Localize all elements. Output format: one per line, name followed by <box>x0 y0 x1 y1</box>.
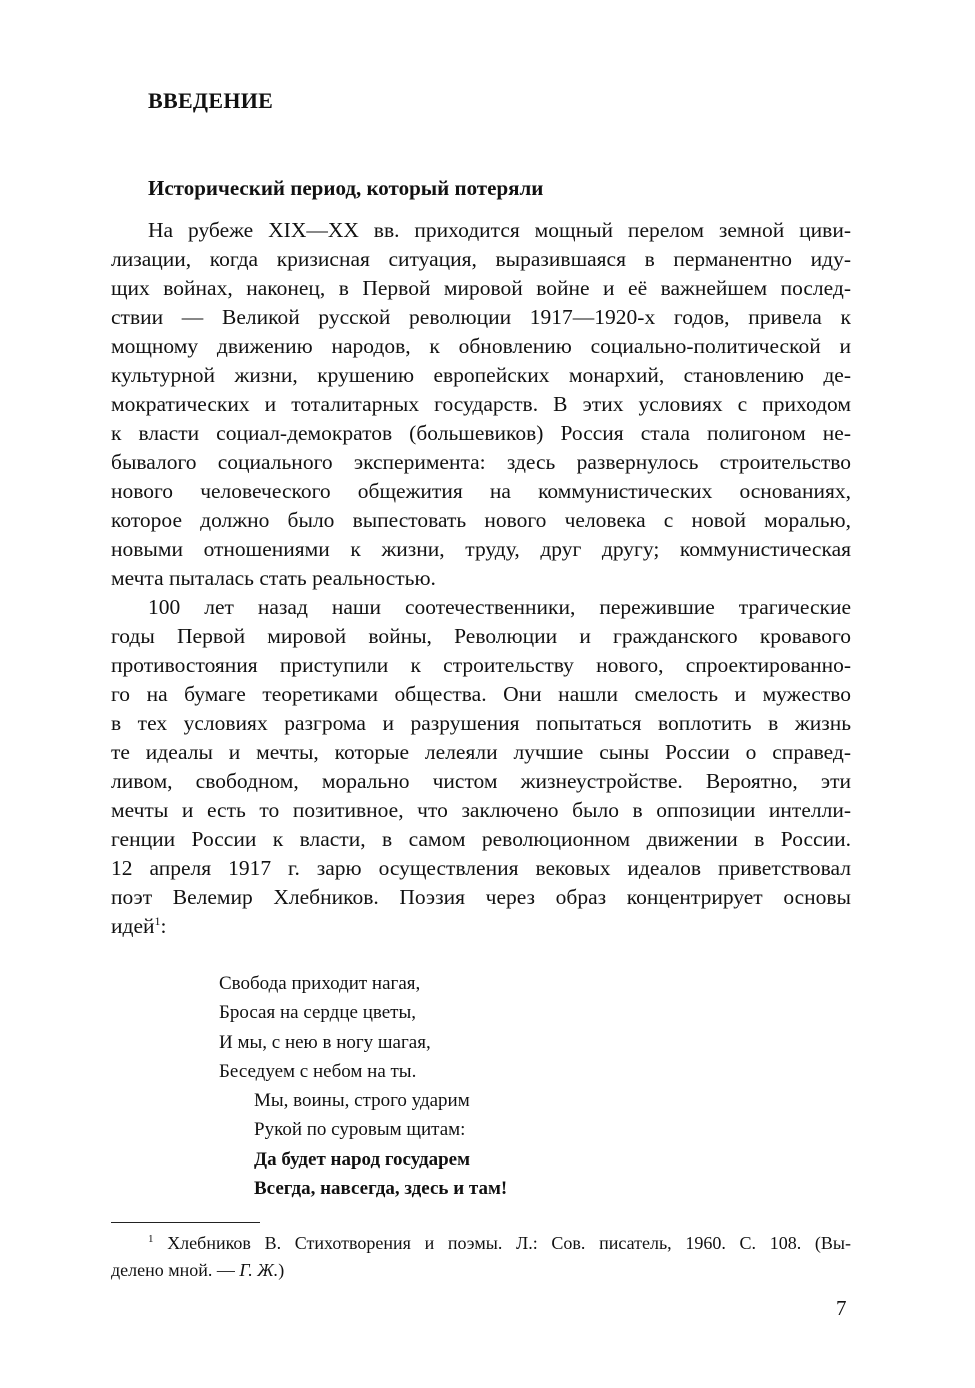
text-line: которое должно было выпестовать нового человека с новой моралью, <box>111 508 851 532</box>
footnote <box>111 1230 851 1284</box>
text-line: мократических и тоталитарных государств. В этих условиях с приходом <box>111 392 851 416</box>
text-line: лизации, когда кризисная ситуация, выразившаяся в перманентно иду- <box>111 247 851 271</box>
footnote-separator <box>111 1222 260 1223</box>
text-line: ливом, свободном, морально чистом жизнеустройстве. Вероятно, эти <box>111 769 851 793</box>
text-fragment: идей <box>111 914 155 938</box>
text-line: те идеалы и мечты, которые лелеяли лучшие сыны России о справед- <box>111 740 851 764</box>
text-line: в тех условиях разгрома и разрушения попытаться воплотить в жизнь <box>111 711 851 735</box>
page-number: 7 <box>836 1296 847 1320</box>
text-line: мечта пыталась стать реальностью. <box>111 566 436 590</box>
text-line: бывалого социального эксперимента: здесь развернулось строительство <box>111 450 851 474</box>
text-line: ствии — Великой русской революции 1917—1920-х годов, привела к <box>111 305 851 329</box>
text-line: поэт Велемир Хлебников. Поэзия через образ концентрирует основы <box>111 885 851 909</box>
section-title: Исторический период, который потеряли <box>148 176 544 200</box>
text-line: го на бумаге теоретиками общества. Они нашли смелость и мужество <box>111 682 851 706</box>
footnote-marker: 1 <box>148 1233 154 1245</box>
poem <box>219 969 507 1203</box>
footnote-line <box>111 1230 851 1257</box>
text-line: 12 апреля 1917 г. зарю осуществления вековых идеалов приветствовал <box>111 856 851 880</box>
text-line: мечты и есть то позитивное, что заключено было в оппозиции интелли- <box>111 798 851 822</box>
footnote-text: делено мной. — <box>111 1260 240 1280</box>
footnote-text: ) <box>278 1260 285 1280</box>
text-fragment: : <box>160 914 167 938</box>
text-line: щих войнах, наконец, в Первой мировой войне и её важнейшем послед- <box>111 276 851 300</box>
text-line: культурной жизни, крушению европейских монархий, становлению де- <box>111 363 851 387</box>
text-line: мощному движению народов, к обновлению социально-политической и <box>111 334 851 358</box>
paragraph-1 <box>111 216 851 593</box>
paragraph-2 <box>111 593 851 941</box>
footnote-text: Хлебников В. Стихотворения и поэмы. Л.: Сов. писатель, 1960. С. 108. (Вы- <box>167 1233 851 1253</box>
poem-line: Мы, воины, строго ударим <box>254 1090 470 1112</box>
text-line: На рубеже XIX—XX вв. приходится мощный перелом земной циви- <box>148 218 851 242</box>
poem-line: И мы, с нею в ногу шагая, <box>219 1031 431 1053</box>
text-line <box>111 912 851 941</box>
poem-line: Свобода приходит нагая, <box>219 973 421 994</box>
poem-line: Бросая на сердце цветы, <box>219 1002 416 1024</box>
text-line: новыми отношениями к жизни, труду, друг другу; коммунистическая <box>111 537 851 561</box>
poem-line-emphasized: Всегда, навсегда, здесь и там! <box>254 1178 508 1200</box>
text-line: 100 лет назад наши соотечественники, пережившие трагические <box>148 595 851 619</box>
poem-line-emphasized: Да будет народ государем <box>254 1148 471 1170</box>
footnote-line <box>111 1257 851 1284</box>
text-line: годы Первой мировой войны, Революции и гражданского кровавого <box>111 624 851 648</box>
footnote-reference[interactable]: 1 <box>154 913 161 928</box>
text-line: нового человеческого общежития на коммунистических основаниях, <box>111 479 851 503</box>
poem-line: Рукой по суровым щитам: <box>254 1119 466 1141</box>
text-line: генции России к власти, в самом революционном движении в России. <box>111 827 851 851</box>
chapter-title: ВВЕДЕНИЕ <box>148 88 274 113</box>
poem-line: Беседуем с небом на ты. <box>219 1060 417 1082</box>
footnote-initials: Г. Ж. <box>239 1260 279 1280</box>
body-text <box>111 216 851 941</box>
text-line: противостояния приступили к строительству нового, спроектированно- <box>111 653 851 677</box>
text-line: к власти социал-демократов (большевиков) Россия стала полигоном не- <box>111 421 851 445</box>
